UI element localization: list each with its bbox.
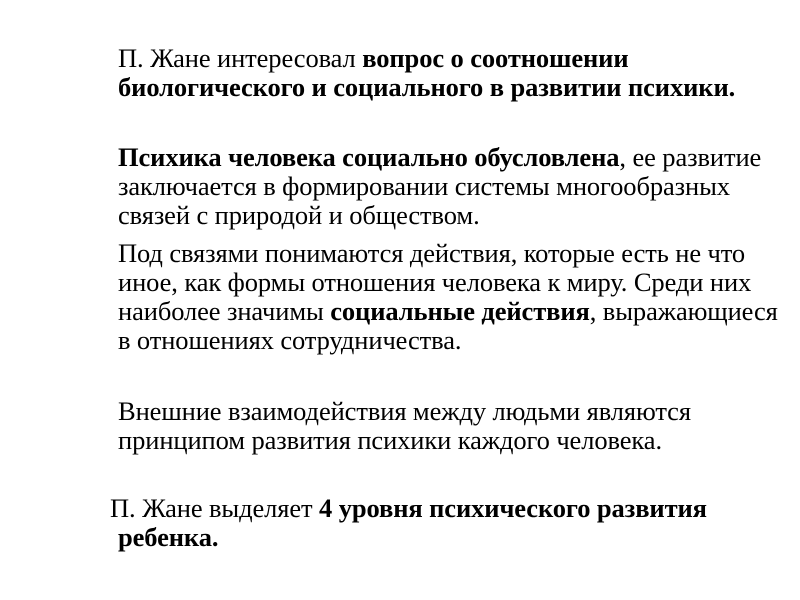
paragraph-text: П. Жане интересовал <box>118 43 363 73</box>
paragraph-text: Под связями понимаются действия, которые есть не что иное, как формы отношения человека к миру. Среди них наиболее значимы <box>118 238 752 326</box>
paragraph-four-levels <box>110 493 778 552</box>
paragraph-bold-text: Психика человека социально обусловлена <box>118 142 620 172</box>
paragraph-psyche-social <box>118 143 778 230</box>
paragraph-text: Внешние взаимодействия между людьми являются принципом развития психики каждого человека. <box>118 396 691 455</box>
paragraph-connections-actions <box>118 239 778 355</box>
paragraph-text: , выражающиеся в отношениях сотрудничества. <box>118 296 778 355</box>
paragraph-bold-text: социальные действия <box>330 296 590 326</box>
paragraph-janet-question <box>118 44 778 102</box>
paragraph-text: , ее развитие заключается в формировании системы многообразных связей с природой и обществом. <box>118 142 762 230</box>
paragraph-bold-text: 4 уровня психического развития ребенка. <box>118 493 707 552</box>
paragraph-external-interactions <box>118 397 778 455</box>
paragraph-bold-text: вопрос о соотношении биологического и социального в развитии психики. <box>118 43 736 102</box>
paragraph-text: П. Жане выделяет <box>110 493 320 523</box>
